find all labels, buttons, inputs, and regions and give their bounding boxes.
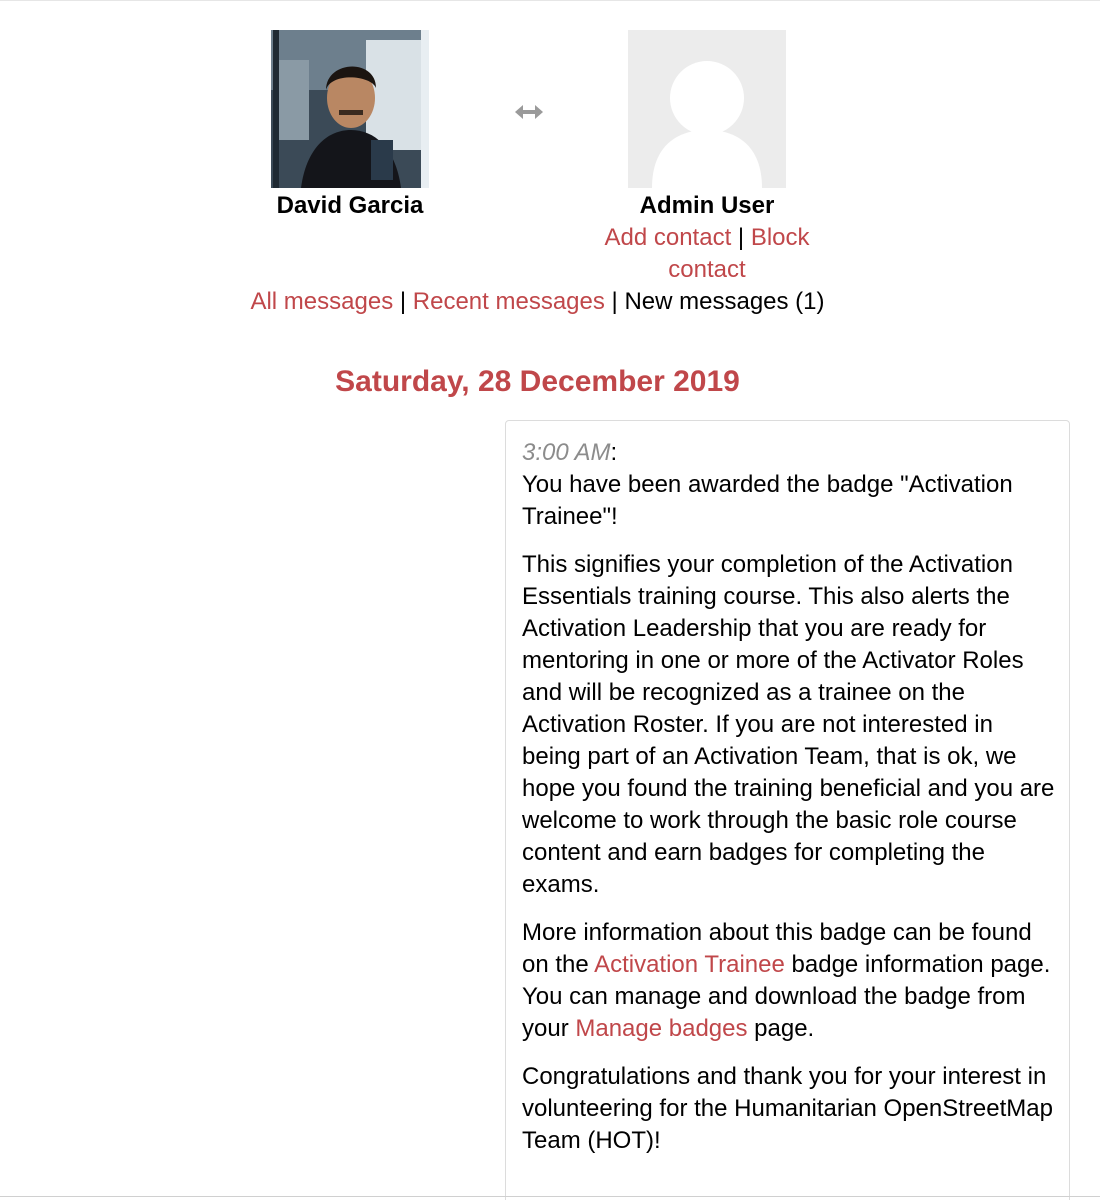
- other-user-name: Admin User: [639, 192, 775, 219]
- message-line1: You have been awarded the badge "Activation Trainee"!: [522, 471, 1013, 530]
- message-paragraph-3: [522, 917, 1055, 1045]
- nav-separator-2: |: [611, 288, 618, 315]
- contact-actions: [587, 222, 827, 286]
- contact-separator: |: [737, 224, 745, 251]
- top-divider: [0, 0, 1100, 1]
- para4-text-after: page.: [747, 1015, 815, 1042]
- para3-text-after: badge information page.: [784, 951, 1051, 978]
- message-card: [505, 420, 1070, 1200]
- self-user-block: [230, 30, 470, 220]
- nav-separator-1: |: [399, 288, 407, 315]
- message-time: 3:00 AM: [522, 439, 611, 466]
- new-messages-label: New messages (1): [624, 288, 825, 315]
- other-user-avatar[interactable]: [628, 30, 786, 188]
- message-paragraph-2: This signifies your completion of the Activation Essentials training course. This also alerts the Activation Leadership that you are ready for mentoring in one or more of the Activator Roles and will be recognized as a trainee on the Activation Roster. If you are not interested in being part of an Activation Team, that is ok, we hope you found the training beneficial and you are welcome to work through the basic role course content and earn badges for completing the exams.: [522, 551, 1055, 898]
- activation-trainee-link[interactable]: Activation Trainee: [594, 951, 785, 978]
- para3-text-before: More information about this badge can be found on the: [522, 919, 1032, 978]
- other-user-block: [587, 30, 827, 286]
- bottom-divider: [0, 1196, 1100, 1197]
- date-heading: Saturday, 28 December 2019: [335, 365, 740, 398]
- self-user-name: David Garcia: [276, 192, 424, 219]
- recent-messages-link[interactable]: Recent messages: [412, 288, 605, 315]
- left-right-arrow-icon: [512, 98, 546, 126]
- message-navigation: [0, 286, 1075, 318]
- block-contact-link[interactable]: Block contact: [668, 224, 810, 283]
- self-user-avatar[interactable]: [271, 30, 429, 188]
- manage-badges-link[interactable]: Manage badges: [575, 1015, 748, 1042]
- message-header: [522, 437, 1055, 533]
- para4-text-before: You can manage and download the badge from your: [522, 983, 1026, 1042]
- add-contact-link[interactable]: Add contact: [604, 224, 732, 251]
- all-messages-link[interactable]: All messages: [250, 288, 394, 315]
- message-paragraph-5: Congratulations and thank you for your interest in volunteering for the Humanitarian OpenStreetMap Team (HOT)!: [522, 1063, 1053, 1154]
- message-time-suffix: :: [610, 439, 618, 466]
